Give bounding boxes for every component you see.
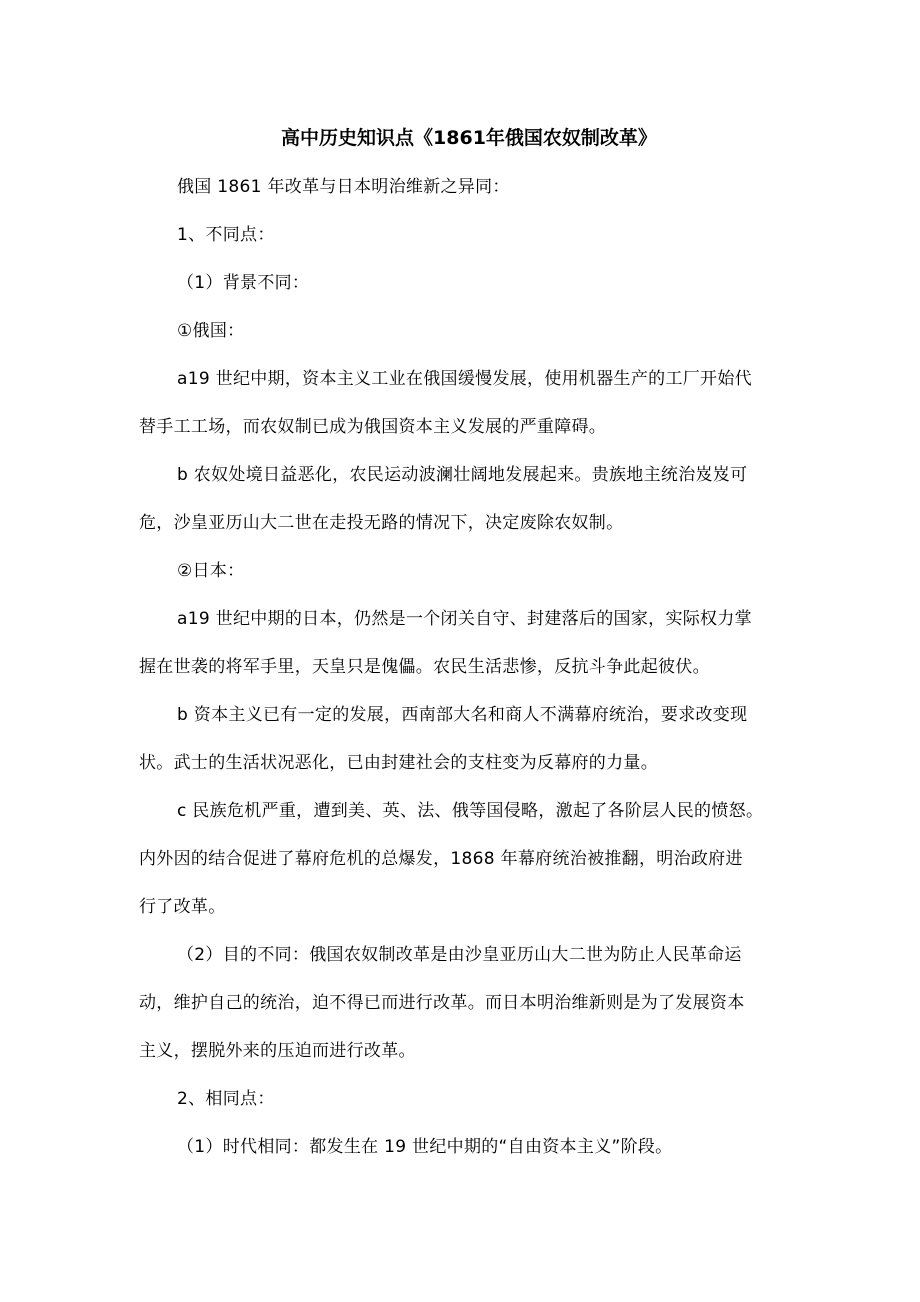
paragraph: [139, 163, 799, 211]
paragraph-line: 内外因的结合促进了幕府危机的总爆发，1868 年幕府统治被推翻，明治政府进: [139, 849, 743, 869]
paragraph-line: 2、相同点：: [177, 1089, 275, 1109]
document-title: 高中历史知识点《1861年俄国农奴制改革》: [281, 127, 657, 149]
paragraph-line: （2）目的不同：俄国农奴制改革是由沙皇亚历山大二世为防止人民革命运: [177, 945, 742, 965]
paragraph-line: 主义，摆脱外来的压迫而进行改革。: [139, 1041, 416, 1061]
paragraph: [139, 931, 799, 1075]
paragraph-line: ①俄国：: [177, 321, 245, 341]
paragraph: [139, 211, 799, 259]
paragraph: [139, 307, 799, 355]
paragraph-line: a19 世纪中期，资本主义工业在俄国缓慢发展，使用机器生产的工厂开始代: [177, 369, 752, 389]
paragraph-line: 握在世袭的将军手里，天皇只是傀儡。农民生活悲惨，反抗斗争此起彼伏。: [139, 657, 710, 677]
paragraph: [139, 1075, 799, 1123]
document-body: [139, 163, 799, 1171]
paragraph-line: 替手工工场，而农奴制已成为俄国资本主义发展的严重障碍。: [139, 417, 607, 437]
paragraph-line: 动，维护自己的统治，迫不得已而进行改革。而日本明治维新则是为了发展资本: [139, 993, 745, 1013]
paragraph-line: 俄国 1861 年改革与日本明治维新之异同：: [177, 177, 510, 197]
document-page: [139, 113, 799, 1171]
paragraph-line: a19 世纪中期的日本，仍然是一个闭关自守、封建落后的国家，实际权力掌: [177, 609, 752, 629]
paragraph-line: 危，沙皇亚历山大二世在走投无路的情况下，决定废除农奴制。: [139, 513, 624, 533]
paragraph-line: c 民族危机严重，遭到美、英、法、俄等国侵略，激起了各阶层人民的愤怒。: [177, 801, 764, 821]
paragraph-line: b 资本主义已有一定的发展，西南部大名和商人不满幕府统治，要求改变现: [177, 705, 748, 725]
paragraph-line: b 农奴处境日益恶化，农民运动波澜壮阔地发展起来。贵族地主统治岌岌可: [177, 465, 748, 485]
paragraph: [139, 691, 799, 787]
paragraph: [139, 355, 799, 451]
paragraph: [139, 1123, 799, 1171]
paragraph-line: 行了改革。: [139, 897, 226, 917]
paragraph: [139, 259, 799, 307]
paragraph-line: ②日本：: [177, 561, 245, 581]
paragraph-line: 1、不同点：: [177, 225, 275, 245]
paragraph: [139, 595, 799, 691]
paragraph-line: 状。武士的生活状况恶化，已由封建社会的支柱变为反幕府的力量。: [139, 753, 658, 773]
paragraph-line: （1）背景不同：: [177, 273, 310, 293]
paragraph-line: （1）时代相同：都发生在 19 世纪中期的“自由资本主义”阶段。: [177, 1137, 673, 1157]
paragraph: [139, 547, 799, 595]
paragraph: [139, 451, 799, 547]
paragraph: [139, 787, 799, 931]
